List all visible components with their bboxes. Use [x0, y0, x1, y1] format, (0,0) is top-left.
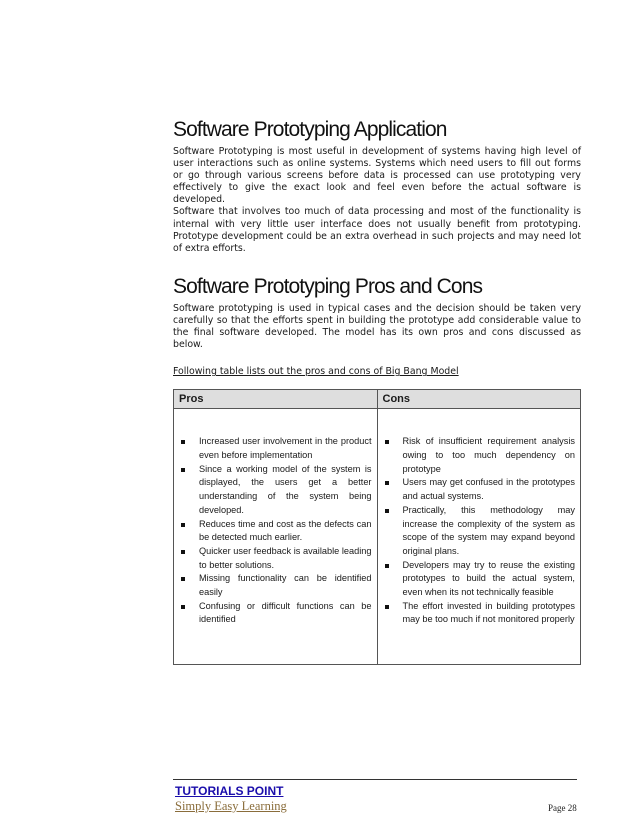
- list-item: Risk of insufficient requirement analysis owing to too much dependency on prototype: [383, 435, 576, 476]
- bullet-icon: [385, 509, 389, 513]
- list-item: Developers may try to reuse the existing prototypes to build the actual system, even when its not technically feasible: [383, 559, 576, 600]
- section-title: Software Prototyping Pros and Cons: [173, 274, 483, 298]
- bullet-icon: [385, 564, 389, 568]
- list-item: Reduces time and cost as the defects can be detected much earlier.: [179, 518, 372, 545]
- bullet-icon: [385, 605, 389, 609]
- footer-tagline-link[interactable]: Simply Easy Learning: [175, 799, 287, 813]
- paragraph: Software that involves too much of data processing and most of the functionality is internal with very little user interface does not usually benefit from prototyping. Prototype development could be an extra overhead in such projects and may need lot of extra efforts.: [173, 206, 581, 254]
- bullet-icon: [181, 440, 185, 444]
- list-item: Confusing or difficult functions can be identified: [179, 600, 372, 627]
- pros-cons-table: [173, 389, 581, 665]
- list-item: Practically, this methodology may increase the complexity of the system as scope of the system may expand beyond original plans.: [383, 504, 576, 559]
- bullet-icon: [181, 605, 185, 609]
- footer-divider: [173, 779, 577, 780]
- pros-cell: [174, 409, 378, 665]
- paragraph: Software Prototyping is most useful in development of systems having high level of user interactions such as online systems. Systems which need users to fill out forms or go through various screens before data is processed can use prototyping very effectively to give the exact look and feel even before the actual software is developed.: [173, 146, 581, 206]
- bullet-icon: [385, 440, 389, 444]
- list-item: Users may get confused in the prototypes and actual systems.: [383, 476, 576, 503]
- bullet-icon: [181, 468, 185, 472]
- cons-list: [383, 435, 576, 627]
- bullet-icon: [181, 577, 185, 581]
- pros-list: [179, 435, 372, 627]
- list-item: Missing functionality can be identified easily: [179, 572, 372, 599]
- list-item: Increased user involvement in the product even before implementation: [179, 435, 372, 462]
- list-item: The effort invested in building prototypes may be too much if not monitored properly: [383, 600, 576, 627]
- table-intro: Following table lists out the pros and cons of Big Bang Model: [173, 366, 459, 378]
- list-item: Quicker user feedback is available leading to better solutions.: [179, 545, 372, 572]
- bullet-icon: [181, 550, 185, 554]
- section-title: Software Prototyping Application: [173, 118, 447, 141]
- cons-header: Cons: [377, 390, 581, 409]
- list-item: Since a working model of the system is displayed, the users get a better understanding of the system being developed.: [179, 463, 372, 518]
- footer-brand-link[interactable]: TUTORIALS POINT: [175, 784, 284, 798]
- pros-header: Pros: [174, 390, 378, 409]
- page-number: Page 28: [548, 803, 577, 813]
- bullet-icon: [385, 481, 389, 485]
- cons-cell: [377, 409, 581, 665]
- page-content: [173, 118, 581, 665]
- bullet-icon: [181, 523, 185, 527]
- paragraph: Software prototyping is used in typical cases and the decision should be taken very carefully so that the efforts spent in building the prototype add considerable value to the final software developed. The model has its own pros and cons discussed as below.: [173, 302, 581, 351]
